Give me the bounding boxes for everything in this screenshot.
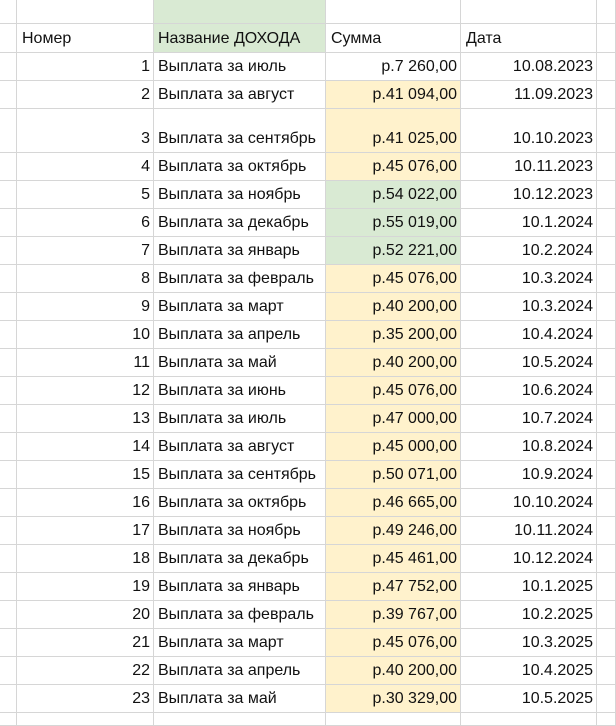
cell[interactable] <box>597 81 616 109</box>
sum-cell[interactable]: р.52 221,00 <box>326 237 461 265</box>
cell[interactable] <box>597 517 616 545</box>
table-row <box>0 601 616 629</box>
cell[interactable] <box>597 24 616 53</box>
cell[interactable] <box>597 321 616 349</box>
table-row <box>0 181 616 209</box>
sum-cell[interactable]: р.40 200,00 <box>326 657 461 685</box>
cell[interactable] <box>597 0 616 24</box>
income-name-cell[interactable]: Выплата за февраль <box>154 265 326 293</box>
cell[interactable] <box>597 433 616 461</box>
sum-cell[interactable]: р.35 200,00 <box>326 321 461 349</box>
cell[interactable] <box>154 0 326 24</box>
row-header-cell[interactable] <box>0 685 17 713</box>
row-header-cell[interactable] <box>0 629 17 657</box>
table-row <box>0 237 616 265</box>
sum-cell[interactable]: р.47 000,00 <box>326 405 461 433</box>
sum-cell[interactable]: р.41 094,00 <box>326 81 461 109</box>
cell[interactable] <box>597 573 616 601</box>
table-row <box>0 109 616 153</box>
date-cell[interactable]: 10.4.2024 <box>461 321 597 349</box>
header-row <box>0 24 616 53</box>
table-row <box>0 321 616 349</box>
income-name-cell[interactable]: Выплата за сентябрь <box>154 461 326 489</box>
number-cell[interactable]: 20 <box>17 601 154 629</box>
header-sum[interactable]: Сумма <box>326 24 461 53</box>
sum-cell[interactable]: р.55 019,00 <box>326 209 461 237</box>
sum-cell[interactable]: р.30 329,00 <box>326 685 461 713</box>
income-name-cell[interactable]: Выплата за октябрь <box>154 153 326 181</box>
income-name-cell[interactable]: Выплата за декабрь <box>154 209 326 237</box>
number-cell[interactable]: 6 <box>17 209 154 237</box>
number-cell[interactable]: 3 <box>17 109 154 153</box>
date-cell[interactable]: 10.10.2024 <box>461 489 597 517</box>
table-row <box>0 657 616 685</box>
income-name-cell[interactable]: Выплата за июнь <box>154 377 326 405</box>
row-header-cell[interactable] <box>0 377 17 405</box>
row-header-cell[interactable] <box>0 461 17 489</box>
number-cell[interactable]: 9 <box>17 293 154 321</box>
row-header-cell[interactable] <box>0 153 17 181</box>
income-name-cell[interactable]: Выплата за апрель <box>154 657 326 685</box>
row-header-cell[interactable] <box>0 109 17 153</box>
header-income-name[interactable]: Название ДОХОДА <box>154 24 326 53</box>
row-header-cell[interactable] <box>0 265 17 293</box>
table-row <box>0 377 616 405</box>
income-name-cell[interactable]: Выплата за август <box>154 81 326 109</box>
cell[interactable] <box>17 0 154 24</box>
sum-cell[interactable]: р.45 076,00 <box>326 629 461 657</box>
cell[interactable] <box>597 181 616 209</box>
date-cell[interactable]: 10.6.2024 <box>461 377 597 405</box>
number-cell[interactable]: 5 <box>17 181 154 209</box>
income-name-cell[interactable]: Выплата за май <box>154 685 326 713</box>
sum-cell[interactable]: р.45 076,00 <box>326 377 461 405</box>
table-row <box>0 629 616 657</box>
cell[interactable] <box>597 153 616 181</box>
income-name-cell[interactable]: Выплата за март <box>154 629 326 657</box>
date-cell[interactable]: 10.11.2024 <box>461 517 597 545</box>
sum-cell[interactable]: р.7 260,00 <box>326 53 461 81</box>
row-header-cell[interactable] <box>0 657 17 685</box>
number-cell[interactable]: 4 <box>17 153 154 181</box>
cell[interactable] <box>597 265 616 293</box>
table-row <box>0 81 616 109</box>
cell[interactable] <box>17 713 154 726</box>
sum-cell[interactable]: р.46 665,00 <box>326 489 461 517</box>
row-header-cell[interactable] <box>0 489 17 517</box>
table-row <box>0 685 616 713</box>
cell[interactable] <box>597 601 616 629</box>
cell[interactable] <box>597 545 616 573</box>
table-row <box>0 433 616 461</box>
income-name-cell[interactable]: Выплата за ноябрь <box>154 517 326 545</box>
cell[interactable] <box>597 109 616 153</box>
date-cell[interactable]: 10.7.2024 <box>461 405 597 433</box>
income-name-cell[interactable]: Выплата за июль <box>154 53 326 81</box>
cell[interactable] <box>326 0 461 24</box>
table-row <box>0 545 616 573</box>
date-cell[interactable]: 10.5.2025 <box>461 685 597 713</box>
income-name-cell[interactable]: Выплата за апрель <box>154 321 326 349</box>
date-cell[interactable]: 10.10.2023 <box>461 109 597 153</box>
income-name-cell[interactable]: Выплата за июль <box>154 405 326 433</box>
table-row <box>0 265 616 293</box>
number-cell[interactable]: 14 <box>17 433 154 461</box>
cell[interactable] <box>597 405 616 433</box>
table-row <box>0 405 616 433</box>
cell[interactable] <box>597 53 616 81</box>
cell[interactable] <box>597 209 616 237</box>
sum-cell[interactable]: р.45 076,00 <box>326 265 461 293</box>
table-row <box>0 461 616 489</box>
row-header-cell[interactable] <box>0 349 17 377</box>
row-header-cell[interactable] <box>0 209 17 237</box>
table-row <box>0 53 616 81</box>
number-cell[interactable]: 15 <box>17 461 154 489</box>
sum-cell[interactable]: р.49 246,00 <box>326 517 461 545</box>
row-header-cell[interactable] <box>0 24 17 53</box>
table-row <box>0 153 616 181</box>
cell[interactable] <box>597 349 616 377</box>
cell[interactable] <box>597 237 616 265</box>
date-cell[interactable]: 10.5.2024 <box>461 349 597 377</box>
number-cell[interactable]: 13 <box>17 405 154 433</box>
number-cell[interactable]: 22 <box>17 657 154 685</box>
date-cell[interactable]: 10.1.2025 <box>461 573 597 601</box>
row-header-cell[interactable] <box>0 545 17 573</box>
income-name-cell[interactable]: Выплата за август <box>154 433 326 461</box>
date-cell[interactable]: 10.12.2024 <box>461 545 597 573</box>
row-header-cell[interactable] <box>0 601 17 629</box>
row-header-cell[interactable] <box>0 0 17 24</box>
date-cell[interactable]: 10.8.2024 <box>461 433 597 461</box>
number-cell[interactable]: 17 <box>17 517 154 545</box>
cell[interactable] <box>326 713 461 726</box>
income-name-cell[interactable]: Выплата за январь <box>154 573 326 601</box>
date-cell[interactable]: 10.1.2024 <box>461 209 597 237</box>
cell[interactable] <box>597 657 616 685</box>
number-cell[interactable]: 8 <box>17 265 154 293</box>
number-cell[interactable]: 21 <box>17 629 154 657</box>
number-cell[interactable]: 18 <box>17 545 154 573</box>
cell[interactable] <box>597 293 616 321</box>
cell[interactable] <box>597 377 616 405</box>
number-cell[interactable]: 10 <box>17 321 154 349</box>
sum-cell[interactable]: р.54 022,00 <box>326 181 461 209</box>
table-row <box>0 489 616 517</box>
cell[interactable] <box>597 713 616 726</box>
row-header-cell[interactable] <box>0 181 17 209</box>
table-row <box>0 209 616 237</box>
number-cell[interactable]: 11 <box>17 349 154 377</box>
date-cell[interactable]: 10.3.2024 <box>461 293 597 321</box>
date-cell[interactable]: 10.4.2025 <box>461 657 597 685</box>
header-date[interactable]: Дата <box>461 24 597 53</box>
number-cell[interactable]: 23 <box>17 685 154 713</box>
date-cell[interactable]: 11.09.2023 <box>461 81 597 109</box>
top-partial-row <box>0 0 616 24</box>
row-header-cell[interactable] <box>0 237 17 265</box>
cell[interactable] <box>597 629 616 657</box>
row-header-cell[interactable] <box>0 713 17 726</box>
cell[interactable] <box>597 489 616 517</box>
sum-cell[interactable]: р.45 076,00 <box>326 153 461 181</box>
row-header-cell[interactable] <box>0 81 17 109</box>
number-cell[interactable]: 16 <box>17 489 154 517</box>
cell[interactable] <box>597 685 616 713</box>
sum-cell[interactable]: р.39 767,00 <box>326 601 461 629</box>
table-row <box>0 293 616 321</box>
table-row <box>0 349 616 377</box>
date-cell[interactable]: 10.08.2023 <box>461 53 597 81</box>
row-header-cell[interactable] <box>0 53 17 81</box>
sum-cell[interactable]: р.47 752,00 <box>326 573 461 601</box>
date-cell[interactable]: 10.9.2024 <box>461 461 597 489</box>
income-name-cell[interactable]: Выплата за ноябрь <box>154 181 326 209</box>
sum-cell[interactable]: р.40 200,00 <box>326 349 461 377</box>
row-header-cell[interactable] <box>0 321 17 349</box>
header-number[interactable]: Номер <box>17 24 154 53</box>
cell[interactable] <box>597 461 616 489</box>
row-header-cell[interactable] <box>0 517 17 545</box>
income-name-cell[interactable]: Выплата за сентябрь <box>154 109 326 153</box>
sum-cell[interactable]: р.41 025,00 <box>326 109 461 153</box>
cell[interactable] <box>461 713 597 726</box>
cell[interactable] <box>461 0 597 24</box>
date-cell[interactable]: 10.3.2025 <box>461 629 597 657</box>
income-name-cell[interactable]: Выплата за декабрь <box>154 545 326 573</box>
cell[interactable] <box>154 713 326 726</box>
date-cell[interactable]: 10.2.2025 <box>461 601 597 629</box>
date-cell[interactable]: 10.12.2023 <box>461 181 597 209</box>
bottom-partial-row <box>0 713 616 726</box>
income-name-cell[interactable]: Выплата за март <box>154 293 326 321</box>
table-row <box>0 517 616 545</box>
income-name-cell[interactable]: Выплата за февраль <box>154 601 326 629</box>
income-name-cell[interactable]: Выплата за май <box>154 349 326 377</box>
sum-cell[interactable]: р.45 461,00 <box>326 545 461 573</box>
date-cell[interactable]: 10.2.2024 <box>461 237 597 265</box>
date-cell[interactable]: 10.3.2024 <box>461 265 597 293</box>
income-name-cell[interactable]: Выплата за январь <box>154 237 326 265</box>
sum-cell[interactable]: р.40 200,00 <box>326 293 461 321</box>
row-header-cell[interactable] <box>0 573 17 601</box>
date-cell[interactable]: 10.11.2023 <box>461 153 597 181</box>
number-cell[interactable]: 19 <box>17 573 154 601</box>
number-cell[interactable]: 12 <box>17 377 154 405</box>
number-cell[interactable]: 1 <box>17 53 154 81</box>
sum-cell[interactable]: р.50 071,00 <box>326 461 461 489</box>
number-cell[interactable]: 2 <box>17 81 154 109</box>
number-cell[interactable]: 7 <box>17 237 154 265</box>
sum-cell[interactable]: р.45 000,00 <box>326 433 461 461</box>
row-header-cell[interactable] <box>0 293 17 321</box>
income-name-cell[interactable]: Выплата за октябрь <box>154 489 326 517</box>
table-row <box>0 573 616 601</box>
row-header-cell[interactable] <box>0 405 17 433</box>
row-header-cell[interactable] <box>0 433 17 461</box>
